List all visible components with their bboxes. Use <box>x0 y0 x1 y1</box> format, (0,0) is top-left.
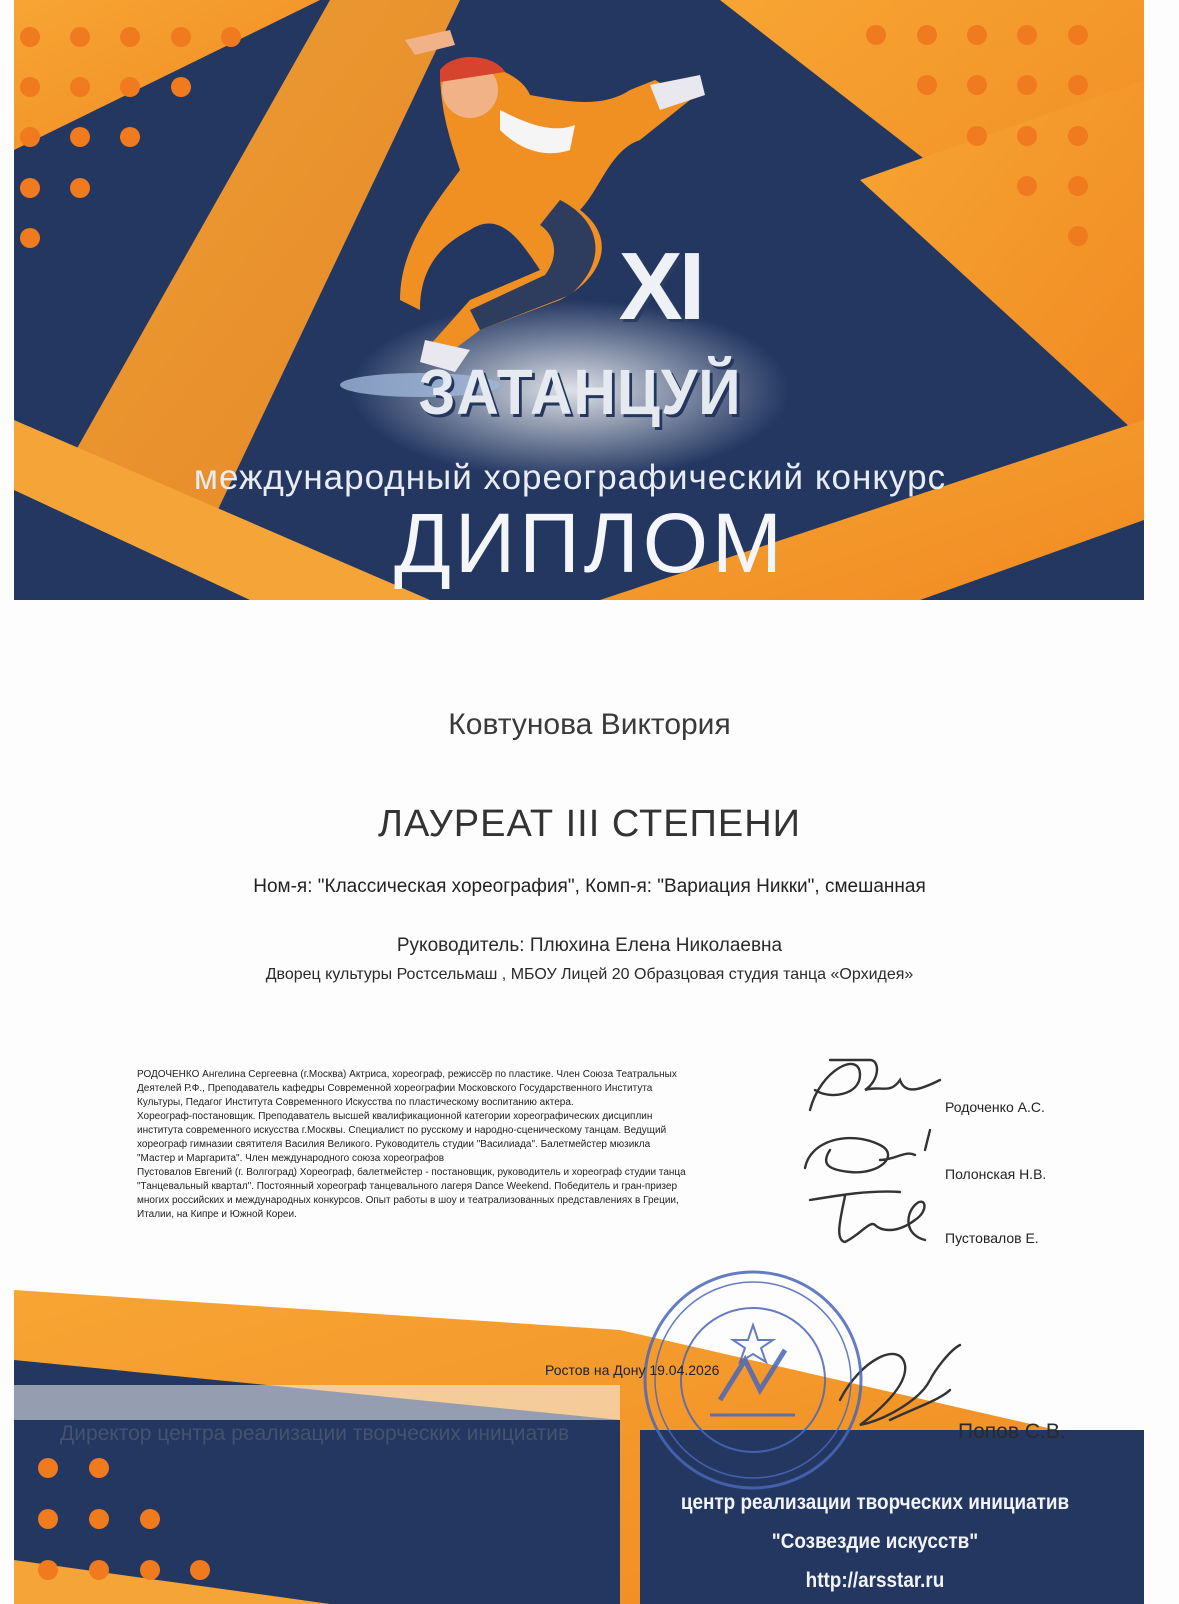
jury-member-name: Родоченко А.С. <box>945 1099 1045 1115</box>
jury-description <box>137 1068 807 1222</box>
jury-line: Хореограф-постановщик. Преподаватель высшей квалификационной категории хореографических дисциплин <box>137 1111 653 1122</box>
jury-line: Культуры, Педагог Института Современного Искусства по пластическому воспитанию актера. <box>137 1097 574 1108</box>
participant-name: Ковтунова Виктория <box>448 708 731 741</box>
jury-line: института современного искусства г.Москвы. Специалист по русскому и народно-сценическому танцам. Ведущий <box>137 1125 667 1136</box>
jury-line: "Танцевальный квартал". Постоянный хореограф танцевального лагеря Dance Weekend. Победитель и гран-призер <box>137 1181 678 1192</box>
place-and-date: Ростов на Дону 19.04.2026 <box>545 1362 720 1378</box>
document-title: ДИПЛОМ <box>393 496 787 590</box>
contest-subtitle: международный хореографический конкурс <box>193 458 947 497</box>
bottom-band <box>14 1290 1144 1604</box>
director-label: Директор центра реализации творческих инициатив <box>60 1422 570 1445</box>
jury-line: Пустовалов Евгений (г. Волгоград) Хореограф, балетмейстер - постановщик, руководитель и хореограф студии танца <box>137 1167 686 1178</box>
jury-line: многих российских и международных конкурсов. Опыт работы в шоу и театрализованных представлениях в Греции, <box>137 1195 679 1206</box>
organization-line: Дворец культуры Ростсельмаш , МБОУ Лицей 20 Образцовая студия танца «Орхидея» <box>265 966 914 983</box>
jury-line: Деятелей Р.Ф., Преподаватель кафедры Современной хореографии Московского Государственного Института <box>137 1083 653 1094</box>
jury-member-name: Пустовалов Е. <box>945 1230 1039 1246</box>
award-title: ЛАУРЕАТ III СТЕПЕНИ <box>378 803 801 845</box>
footer-url: http://arsstar.ru <box>805 1569 945 1592</box>
jury-signatures <box>805 1060 960 1425</box>
jury-line: хореограф гимназии святителя Василия Великого. Руководитель студии "Василиада". Балетмейстер мюзикла <box>137 1139 651 1150</box>
footer-org-line: центр реализации творческих инициатив <box>680 1491 1070 1514</box>
jury-line: РОДОЧЕНКО Ангелина Сергеевна (г.Москва) Актриса, хореограф, режиссёр по пластике. Член Союза Театральных <box>137 1069 677 1080</box>
nomination-line: Ном-я: "Классическая хореография", Комп-я: "Вариация Никки", смешанная <box>253 876 926 897</box>
jury-member-name: Полонская Н.В. <box>945 1166 1047 1182</box>
edition-roman-numeral: XI <box>618 233 702 340</box>
director-name: Попов С.В. <box>958 1420 1066 1443</box>
footer-org-name: "Созвездие искусств" <box>771 1530 979 1553</box>
leader-line: Руководитель: Плюхина Елена Николаевна <box>396 935 783 956</box>
contest-name: ЗАТАНЦУЙ <box>418 356 742 428</box>
jury-line: "Мастер и Маргарита". Член международного союза хореографов <box>137 1153 445 1164</box>
jury-line: Италии, на Кипре и Южной Кореи. <box>137 1209 297 1220</box>
